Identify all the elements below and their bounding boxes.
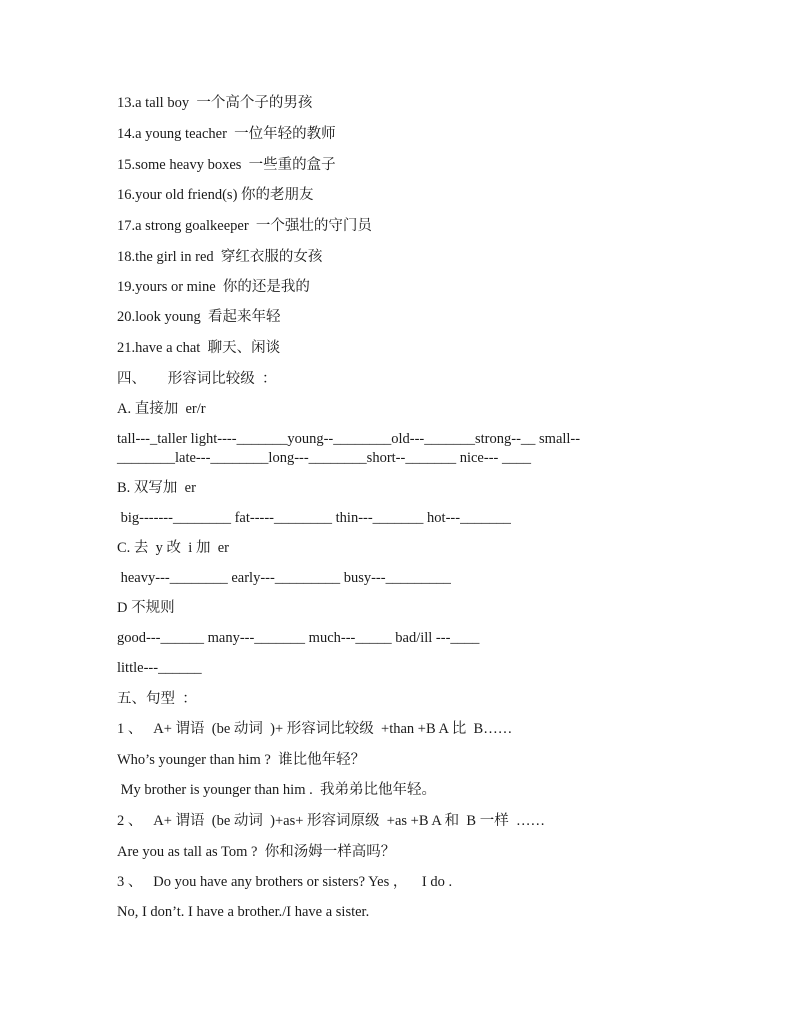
rule-a-heading: A. 直接加 er/r <box>117 401 206 417</box>
rule-d-exercise-line-1: good---______ many---_______ much---_____ bad/ill ---____ <box>117 630 480 646</box>
pattern-1-example-1: Who’s younger than him ? 谁比他年轻？ <box>117 752 366 768</box>
pattern-3-rule: 3 、 Do you have any brothers or sisters? Yes ， I do . <box>117 874 453 890</box>
pattern-2-rule: 2 、 A+ 谓语 (be 动词 )+as+ 形容词原级 +as +B A 和 B 一样 …… <box>117 813 545 829</box>
phrase-14: 14.a young teacher 一位年轻的教师 <box>117 126 336 142</box>
phrase-16: 16.your old friend(s) 你的老朋友 <box>117 187 314 203</box>
rule-c-exercise: heavy---________ early---_________ busy---_________ <box>117 570 451 586</box>
pattern-1-rule: 1 、 A+ 谓语 (be 动词 )+ 形容词比较级 +than +B A 比 B…… <box>117 721 513 737</box>
phrase-21: 21.have a chat 聊天、闲谈 <box>117 340 281 356</box>
phrase-20: 20.look young 看起来年轻 <box>117 309 281 325</box>
pattern-1-example-2: My brother is younger than him . 我弟弟比他年轻。 <box>117 782 436 798</box>
phrase-15: 15.some heavy boxes 一些重的盒子 <box>117 157 336 173</box>
rule-b-heading: B. 双写加 er <box>117 480 196 496</box>
section-4-heading: 四、 形容词比较级 ： <box>117 371 277 387</box>
rule-d-exercise-line-2: little---______ <box>117 660 202 676</box>
phrase-13: 13.a tall boy 一个高个子的男孩 <box>117 95 313 111</box>
rule-a-exercise-line-2: ________late---________long---________short--_______ nice--- ____ <box>117 450 531 466</box>
pattern-3-example: No, I don’t. I have a brother./I have a sister. <box>117 904 370 920</box>
pattern-2-example: Are you as tall as Tom ? 你和汤姆一样高吗？ <box>117 844 396 860</box>
rule-d-heading: D 不规则 <box>117 600 175 616</box>
phrase-18: 18.the girl in red 穿红衣服的女孩 <box>117 249 323 265</box>
section-5-heading: 五、句型 ： <box>117 691 197 707</box>
rule-c-heading: C. 去 y 改 i 加 er <box>117 540 229 556</box>
phrase-17: 17.a strong goalkeeper 一个强壮的守门员 <box>117 218 372 234</box>
rule-a-exercise-line-1: tall---_taller light----_______young--________old---_______strong--__ small-- <box>117 431 581 447</box>
rule-b-exercise: big-------________ fat-----________ thin---_______ hot---_______ <box>117 510 511 526</box>
phrase-19: 19.yours or mine 你的还是我的 <box>117 279 310 295</box>
